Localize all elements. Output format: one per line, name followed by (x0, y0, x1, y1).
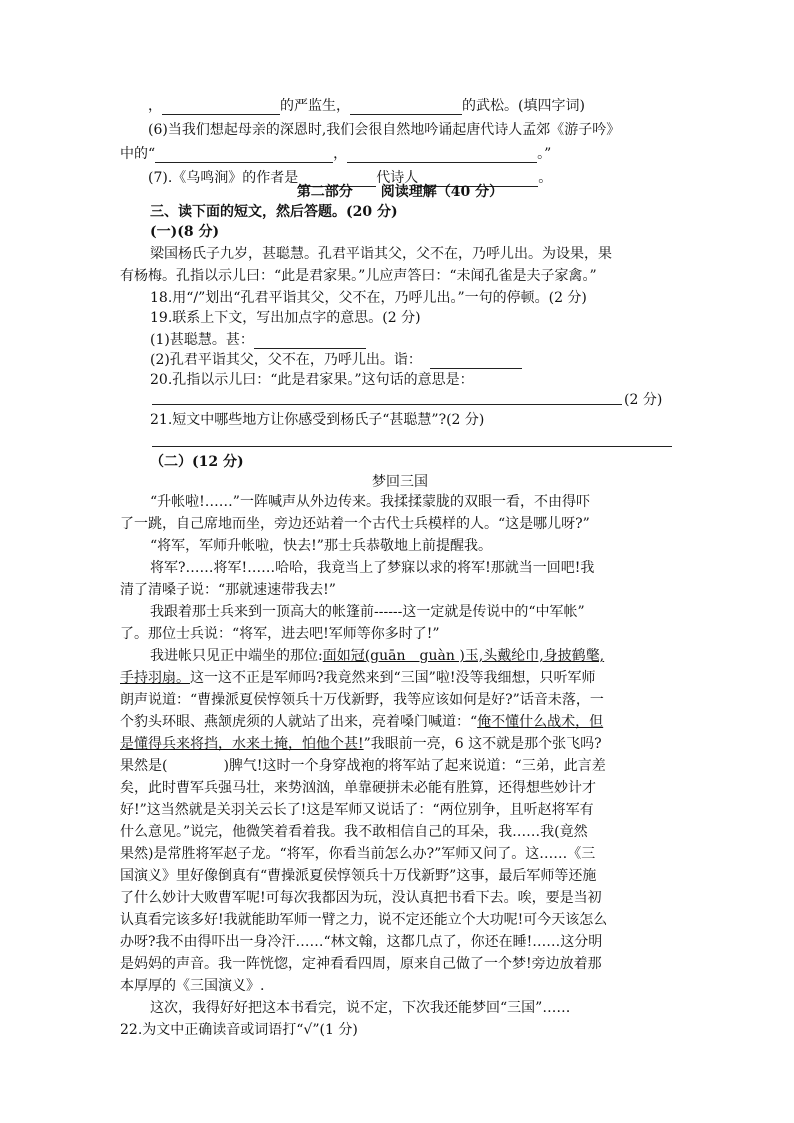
passage-two-line: 好!”这当然就是关羽关云长了!这是军师又说话了：“两位别争，且听赵将军有 (120, 802, 594, 818)
question-18: 18.用“/”划出“孔君平诣其父，父不在，乃呼儿出。”一句的停顿。(2 分) (150, 290, 587, 306)
underlined-text: 俺不懂什么战术，但 (477, 714, 604, 730)
question-21: 21.短文中哪些地方让你感受到杨氏子“甚聪慧”?(2 分) (150, 412, 485, 428)
fill-text: 的严监生， (280, 98, 350, 114)
plain-text: 个豹头环眼、燕颔虎须的人就站了出来，亮着嗓门喊道：“ (120, 714, 478, 730)
question-20: 20.孔指以示儿曰：“此是君家果。”这句话的意思是： (150, 372, 474, 388)
passage-two-line: 了一跳，自己席地而坐，旁边还站着一个古代士兵模样的人。“这是哪儿呀?” (120, 516, 590, 532)
part-two-heading: 第二部分 阅读理解（40 分） (296, 184, 504, 200)
fill-line-3 (120, 142, 680, 167)
passage-two-line: 什么意见。”说完，他微笑着看着我。我不敢相信自己的耳朵，我……我(竟然 (120, 824, 588, 840)
answer-blank[interactable] (254, 332, 366, 349)
passage-two-line: 国演义》里好像倒真有“曹操派夏侯惇领兵十万伐新野”这事，最后军师等还施 (120, 868, 597, 884)
fill-text: 代诗人 (376, 170, 419, 186)
underlined-text: 面如冠(guān guàn )玉,头戴纶巾,身披鹤氅, (322, 648, 605, 664)
passage-two-line: 了。那位士兵说：“将军，进去吧!军师等你多时了!” (120, 626, 440, 642)
fill-text: ， (148, 98, 162, 114)
plain-text: )脾气!这时一个身穿战袍的将军站了起来说道：“三弟，此言差 (223, 758, 606, 774)
passage-two-line: 是妈妈的声音。我一阵恍惚，定神看看四周，原来自己做了一个梦!旁边放着那 (120, 956, 602, 972)
answer-blank[interactable] (347, 146, 537, 163)
fill-line-1 (148, 94, 708, 119)
passage-two-line: 认真看完该多好!我就能助军师一臂之力，说不定还能立个大功呢!可今天该怎么 (120, 912, 608, 928)
passage-two-line: 矣，此时曹军兵强马壮，来势汹汹，单靠硬拼未必能有胜算，还得想些妙计才 (120, 780, 596, 796)
passage-two-label: （二）(12 分) (150, 454, 244, 470)
passage-two-title: 梦回三国 (372, 474, 428, 490)
answer-line[interactable] (152, 404, 622, 405)
passage-two-line: 了什么妙计大败曹军呢!可每次我都因为玩，没认真把书看下去。唉，要是当初 (120, 890, 602, 906)
passage-two-line: 果然)是常胜将军赵子龙。“将军，你看当前怎么办?”军师又问了。这……《三 (120, 846, 596, 862)
fill-line-2: (6)当我们想起母亲的深恩时,我们会很自然地吟诵起唐代诗人孟郊《游子吟》 (148, 122, 621, 138)
question-text: (1)甚聪慧。甚： (150, 332, 254, 348)
passage-one-text-line: 梁国杨氏子九岁，甚聪慧。孔君平诣其父，父不在，乃呼儿出。为设果，果 (150, 246, 612, 262)
fill-text: 。” (537, 146, 552, 162)
plain-text: 我进帐只见正中端坐的那位: (150, 648, 323, 664)
passage-two-line: “将军，军师升帐啦，快去!”那士兵恭敬地上前提醒我。 (150, 538, 492, 554)
question-20-score: (2 分) (624, 392, 663, 408)
question-19: 19.联系上下文，写出加点字的意思。(2 分) (150, 310, 421, 326)
passage-two-line: 将军?……将军!……哈哈，我竟当上了梦寐以求的将军!那就当一回吧!我 (150, 560, 595, 576)
fill-text: 。 (538, 170, 553, 186)
question-text: (2)孔君平诣其父，父不在，乃呼儿出。诣： (150, 352, 422, 368)
answer-blank[interactable] (155, 146, 333, 163)
plain-text: 果然是( (120, 758, 168, 774)
passage-two-line: 朗声说道：“曹操派夏侯惇领兵十万伐新野，我等应该如何是好?”话音未落，一 (120, 692, 604, 708)
underlined-text: 是懂得兵来将挡，水来土掩，怕他个甚! (120, 736, 364, 752)
answer-blank[interactable] (162, 98, 280, 115)
underlined-text: 手持羽扇。 (120, 670, 190, 686)
passage-one-text-line: 有杨梅。孔指以示儿曰：“此是君家果。”儿应声答曰：“未闻孔雀是夫子家禽。” (120, 268, 597, 284)
section-three-heading: 三、读下面的短文，然后答题。(20 分) (150, 204, 398, 220)
plain-text: ”我眼前一亮，6 这不就是那个张飞吗? (363, 736, 602, 752)
fill-text: ， (333, 146, 348, 162)
question-22: 22.为文中正确读音或词语打“√”(1 分) (120, 1022, 358, 1038)
plain-text: 这一这不正是军师吗?我竟然来到“三国”啦!没等我细想，只听军师 (190, 670, 596, 686)
passage-two-line: “升帐啦!……”一阵喊声从外边传来。我揉揉蒙胧的双眼一看，不由得吓 (150, 494, 590, 510)
answer-line[interactable] (152, 446, 672, 447)
answer-blank[interactable] (350, 98, 462, 115)
answer-blank[interactable] (430, 352, 522, 369)
passage-two-line: 办呀?我不由得吓出一身冷汗……“林文翰，这都几点了，你还在睡!……这分明 (120, 934, 603, 950)
passage-two-line: 我跟着那士兵来到一顶高大的帐篷前------这一定就是传说中的“中军帐” (150, 604, 585, 620)
fill-text: 中的“ (120, 146, 156, 162)
passage-two-line: 清了清嗓子说：“那就速速带我去!” (120, 582, 336, 598)
passage-one-label: (一)(8 分) (150, 224, 220, 240)
passage-two-line: 这次，我得好好把这本书看完，说不定，下次我还能梦回“三国”…… (150, 1000, 571, 1016)
fill-text: (7).《乌鸣涧》的作者是 (148, 170, 299, 186)
fill-text: 的武松。(填四字词) (462, 98, 585, 114)
passage-two-line: 本厚厚的《三国演义》. (120, 978, 265, 994)
